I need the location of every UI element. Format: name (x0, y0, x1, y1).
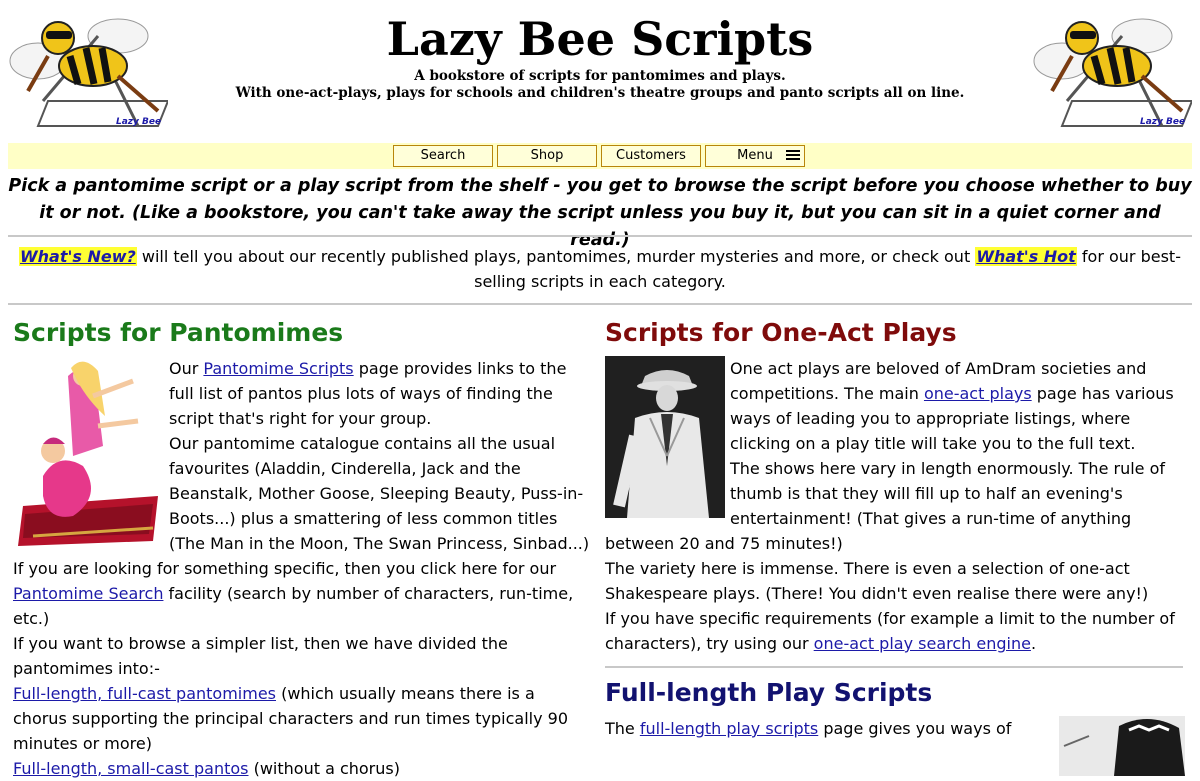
full-length-photo (1059, 716, 1185, 776)
nav-customers-button[interactable]: Customers (601, 145, 701, 167)
pantomimes-p1: Our Pantomime Scripts page provides links to the full list of pantos plus lots of ways of finding the script that's right for your group. (169, 359, 567, 428)
pantomimes-heading: Scripts for Pantomimes (13, 318, 344, 347)
full-length-heading: Full-length Play Scripts (605, 678, 933, 707)
whats-hot-link[interactable]: What's Hot (976, 247, 1076, 266)
logo-text: Lazy Bee (1140, 117, 1186, 127)
small-cast-pantos-link[interactable]: Full-length, small-cast pantos (13, 759, 249, 778)
divider (8, 235, 1192, 237)
tagline-line-2: With one-act-plays, plays for schools and children's theatre groups and panto scripts all on line. (235, 85, 965, 101)
nav-search-button[interactable]: Search (393, 145, 493, 167)
full-length-scripts-link[interactable]: full-length play scripts (639, 719, 819, 738)
hamburger-menu-icon (786, 150, 800, 160)
nav-menu-button[interactable] (705, 145, 805, 167)
pantomime-photo (13, 356, 163, 546)
pantomimes-p2: Our pantomime catalogue contains all the usual favourites (Aladdin, Cinderella, Jack and the Beanstalk, Mother Goose, Sleeping Beauty, Puss-in-Boots...) plus a smattering of less common titles (The Man in the Moon, The Swan Princess, Sinbad...) (169, 434, 590, 553)
intro-text: Pick a pantomime script or a play script from the shelf - you get to browse the script before you choose whether to buy it or not. (Like a bookstore, you can't take away the script unless you buy it, but you can sit in a quiet corner and read.) (8, 176, 1192, 250)
pantomime-search-link[interactable]: Pantomime Search (13, 584, 164, 603)
pantomime-scripts-link[interactable]: Pantomime Scripts (203, 359, 354, 378)
tagline-line-1: A bookstore of scripts for pantomimes and plays. (414, 68, 786, 84)
news-end-text: for our best-selling scripts in each category. (474, 247, 1181, 291)
one-act-heading: Scripts for One-Act Plays (605, 318, 957, 347)
pantomimes-section (13, 316, 593, 781)
tagline (0, 68, 1200, 102)
site-title: Lazy Bee Scripts (386, 12, 814, 66)
divider (8, 303, 1192, 305)
one-act-section (605, 316, 1185, 776)
pantomimes-p5: Full-length, full-cast pantomimes (which usually means there is a chorus supporting the principal characters and run times typically 90 minutes or more) (13, 684, 569, 753)
pantomimes-p6: Full-length, small-cast pantos (without a chorus) (13, 759, 400, 778)
one-act-photo (605, 356, 725, 518)
one-act-p4: If you have specific requirements (for example a limit to the number of characters), try using our one-act play search engine. (605, 609, 1175, 653)
news-paragraph (8, 244, 1192, 294)
one-act-p1: One act plays are beloved of AmDram societies and competitions. The main one-act plays page has various ways of leading you to appropriate listings, where clicking on a play title will take you to the full text. (730, 359, 1174, 453)
whats-new-link[interactable]: What's New? (20, 247, 136, 266)
full-length-p1: The full-length play scripts page gives you ways of (605, 719, 1012, 738)
nav-menu-label: Menu (737, 148, 773, 163)
one-act-plays-link[interactable]: one-act plays (923, 384, 1032, 403)
pantomimes-p4: If you want to browse a simpler list, then we have divided the pantomimes into:- (13, 634, 508, 678)
full-cast-pantomimes-link[interactable]: Full-length, full-cast pantomimes (13, 684, 276, 703)
nav-bar (8, 143, 1192, 169)
divider (605, 666, 1183, 668)
pantomimes-p3: If you are looking for something specific, then you click here for our Pantomime Search facility (search by number of characters, run-time, etc.) (13, 559, 574, 628)
nav-shop-button[interactable]: Shop (497, 145, 597, 167)
one-act-p3: The variety here is immense. There is even a selection of one-act Shakespeare plays. (There! You didn't even realise there were any!) (605, 559, 1149, 603)
news-middle-text: will tell you about our recently published plays, pantomimes, murder mysteries and more, or check out (136, 247, 976, 266)
one-act-p2: The shows here vary in length enormously. The rule of thumb is that they will fill up to half an evening's entertainment! (That gives a run-time of anything between 20 and 75 minutes!) (605, 459, 1166, 553)
logo-text: Lazy Bee (116, 117, 162, 127)
one-act-search-engine-link[interactable]: one-act play search engine (813, 634, 1031, 653)
